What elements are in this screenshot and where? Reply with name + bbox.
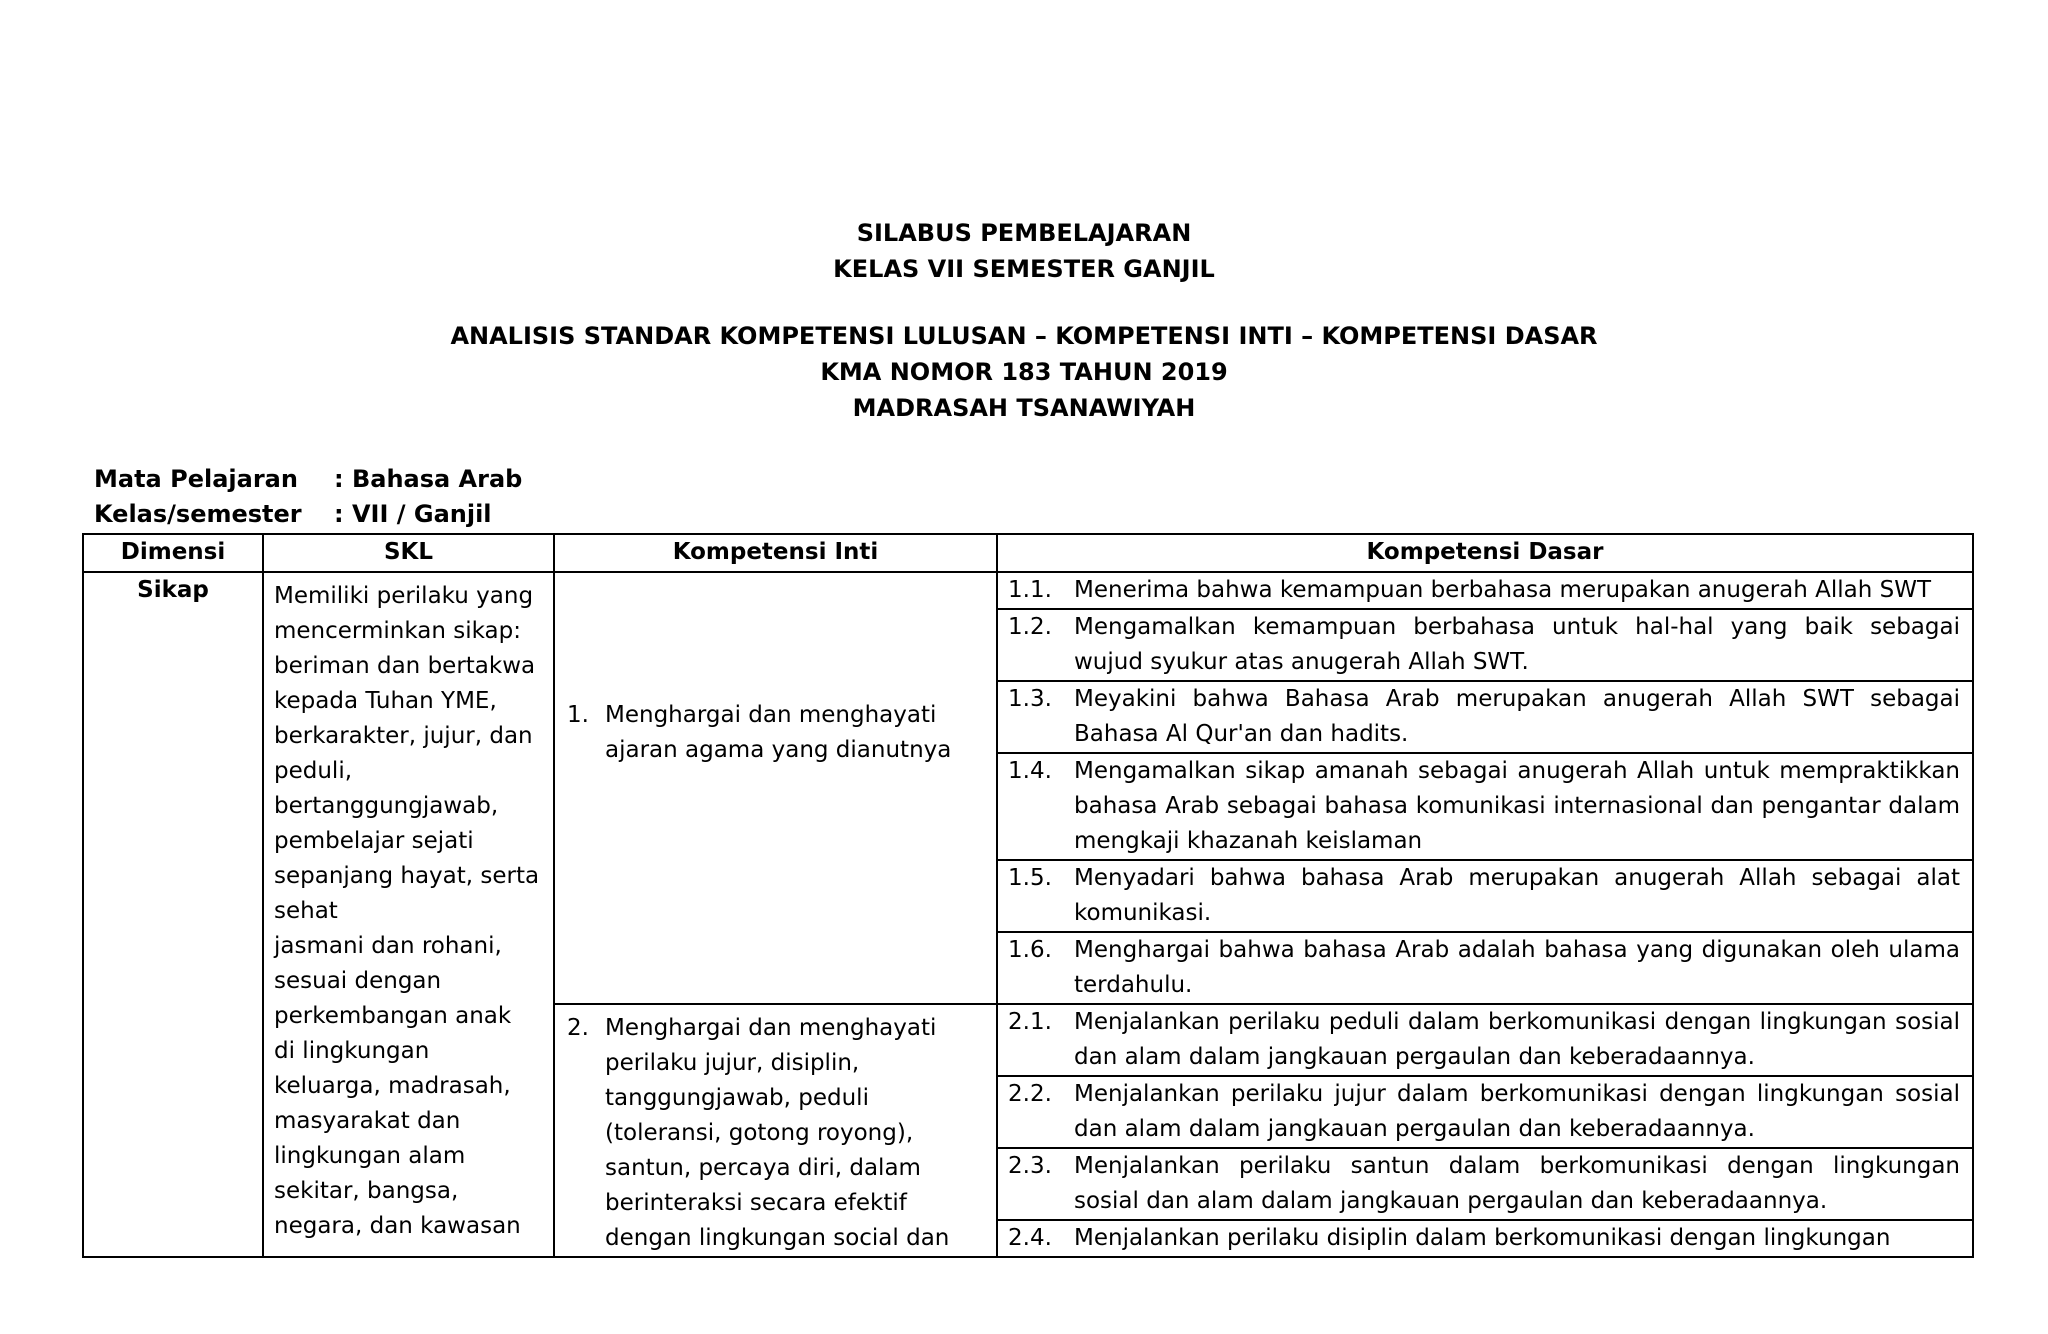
kd-number: 1.5. — [1008, 865, 1052, 891]
skl-line: keluarga, madrasah, — [274, 1073, 511, 1099]
kd-cell — [997, 609, 1973, 681]
skl-line: jasmani dan rohani, — [274, 933, 502, 959]
document-meta — [94, 462, 522, 532]
skl-line: pembelajar sejati — [274, 828, 474, 854]
subject-label: Mata Pelajaran — [94, 465, 298, 493]
subtitle-line-2: KMA NOMOR 183 TAHUN 2019 — [820, 358, 1228, 386]
kd-cell — [997, 1004, 1973, 1076]
skl-line: perkembangan anak — [274, 1003, 512, 1029]
skl-cell — [263, 572, 554, 1257]
kd-cell — [997, 1076, 1973, 1148]
kd-number: 2.1. — [1008, 1009, 1052, 1035]
kd-cell — [997, 932, 1973, 1004]
kd-text: Menjalankan perilaku jujur dalam berkomunikasi dengan lingkungan sosial dan alam dalam jangkauan pergaulan dan keberadaannya. — [1074, 1081, 1960, 1142]
kd-cell — [997, 753, 1973, 860]
kd-text: Menjalankan perilaku disiplin dalam berkomunikasi dengan lingkungan — [1074, 1225, 1891, 1251]
kd-text: Menerima bahwa kemampuan berbahasa merupakan anugerah Allah SWT — [1074, 577, 1932, 603]
kd-text: Menghargai bahwa bahasa Arab adalah bahasa yang digunakan oleh ulama terdahulu. — [1074, 937, 1960, 998]
skl-line: lingkungan alam — [274, 1143, 466, 1169]
table-row — [83, 572, 1973, 609]
skl-line: bertanggungjawab, — [274, 793, 499, 819]
ki-text: Menghargai dan menghayati perilaku jujur, disiplin, tanggungjawab, peduli (toleransi, gotong royong), santun, percaya diri, dalam berinteraksi secara efektif dengan lingkungan social dan — [605, 1015, 950, 1251]
kd-text: Menjalankan perilaku peduli dalam berkomunikasi dengan lingkungan sosial dan alam dalam jangkauan pergaulan dan keberadaannya. — [1074, 1009, 1960, 1070]
ki-item — [555, 1011, 996, 1256]
ki-cell-2 — [554, 1004, 997, 1257]
subtitle-line-3: MADRASAH TSANAWIYAH — [852, 394, 1196, 422]
kd-number: 1.2. — [1008, 614, 1052, 640]
kd-text: Menjalankan perilaku santun dalam berkomunikasi dengan lingkungan sosial dan alam dalam jangkauan pergaulan dan keberadaannya. — [1074, 1153, 1960, 1214]
class-row — [94, 497, 522, 532]
kd-number: 1.6. — [1008, 937, 1052, 963]
kd-number: 1.3. — [1008, 686, 1052, 712]
table-header-row — [83, 534, 1973, 572]
skl-line: sepanjang hayat, serta — [274, 863, 540, 889]
ki-number: 1. — [567, 702, 589, 728]
skl-line: sehat — [274, 898, 338, 924]
kd-number: 1.1. — [1008, 577, 1052, 603]
ki-number: 2. — [567, 1015, 589, 1041]
header-kompetensi-inti: Kompetensi Inti — [554, 534, 997, 572]
subject-value: : Bahasa Arab — [334, 465, 523, 493]
kd-text: Meyakini bahwa Bahasa Arab merupakan anugerah Allah SWT sebagai Bahasa Al Qur'an dan hadits. — [1074, 686, 1960, 747]
skl-line: mencerminkan sikap: — [274, 618, 521, 644]
dimension-cell: Sikap — [83, 572, 263, 1257]
header-skl: SKL — [263, 534, 554, 572]
skl-line: sekitar, bangsa, — [274, 1178, 459, 1204]
skl-line: Memiliki perilaku yang — [274, 583, 534, 609]
skl-line: berkarakter, jujur, dan — [274, 723, 533, 749]
subtitle-line-1: ANALISIS STANDAR KOMPETENSI LULUSAN – KOMPETENSI INTI – KOMPETENSI DASAR — [450, 322, 1598, 350]
class-label: Kelas/semester — [94, 500, 302, 528]
title-line-1: SILABUS PEMBELAJARAN — [856, 219, 1192, 247]
skl-line: sesuai dengan — [274, 968, 442, 994]
header-kompetensi-dasar: Kompetensi Dasar — [997, 534, 1973, 572]
ki-cell-1 — [554, 572, 997, 1004]
title-line-2: KELAS VII SEMESTER GANJIL — [833, 255, 1215, 283]
header-dimensi: Dimensi — [83, 534, 263, 572]
kd-cell — [997, 681, 1973, 753]
ki-item — [555, 698, 996, 768]
kd-cell — [997, 1220, 1973, 1257]
class-value: : VII / Ganjil — [334, 500, 492, 528]
kd-text: Menyadari bahwa bahasa Arab merupakan anugerah Allah sebagai alat komunikasi. — [1074, 865, 1960, 926]
competency-table — [82, 533, 1974, 1258]
skl-line: di lingkungan — [274, 1038, 430, 1064]
kd-text: Mengamalkan sikap amanah sebagai anugerah Allah untuk mempraktikkan bahasa Arab sebagai bahasa komunikasi internasional dan pengantar dalam mengkaji khazanah keislaman — [1074, 758, 1960, 854]
document-subtitle — [0, 318, 2048, 426]
kd-cell — [997, 1148, 1973, 1220]
kd-cell — [997, 572, 1973, 609]
document-title — [0, 215, 2048, 287]
kd-number: 2.4. — [1008, 1225, 1052, 1251]
kd-text: Mengamalkan kemampuan berbahasa untuk hal-hal yang baik sebagai wujud syukur atas anugerah Allah SWT. — [1074, 614, 1960, 675]
kd-number: 2.3. — [1008, 1153, 1052, 1179]
skl-line: kepada Tuhan YME, — [274, 688, 497, 714]
kd-cell — [997, 860, 1973, 932]
skl-line: masyarakat dan — [274, 1108, 461, 1134]
skl-line: beriman dan bertakwa — [274, 653, 536, 679]
subject-row — [94, 462, 522, 497]
skl-line: negara, dan kawasan — [274, 1213, 521, 1239]
kd-number: 1.4. — [1008, 758, 1052, 784]
kd-number: 2.2. — [1008, 1081, 1052, 1107]
skl-line: peduli, — [274, 758, 353, 784]
ki-text: Menghargai dan menghayati ajaran agama yang dianutnya — [605, 702, 952, 763]
